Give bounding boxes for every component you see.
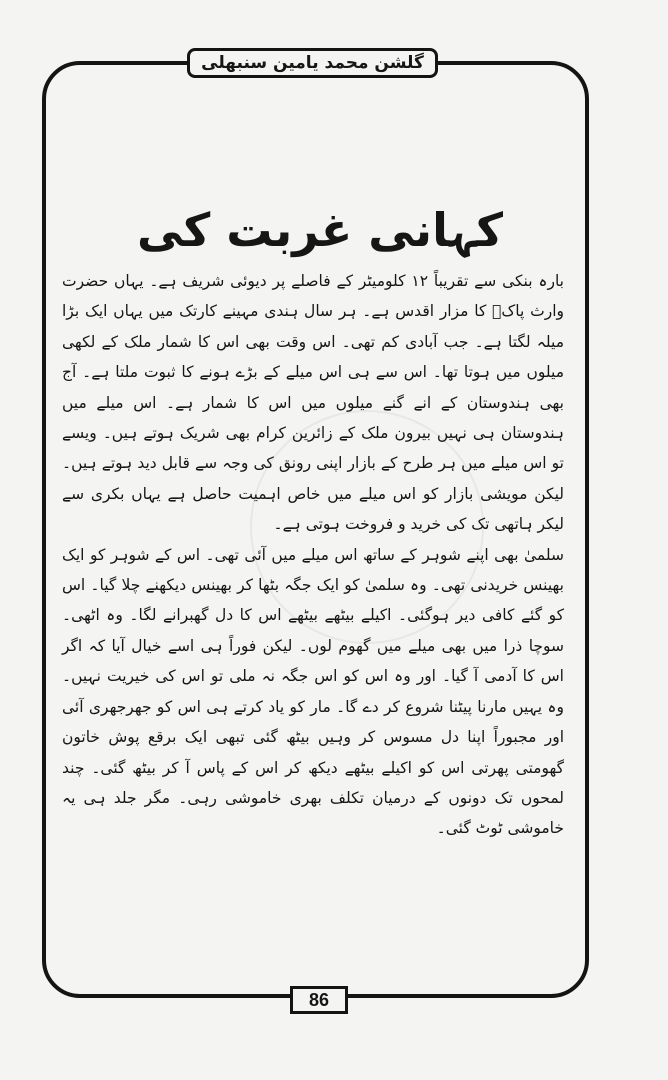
author-header-tab xyxy=(187,48,438,78)
story-paragraph-1: بارہ بنکی سے تقریباً ۱۲ کلومیٹر کے فاصلے پر دیوئی شریف ہے۔ یہاں حضرت وارث پاکؒ کا مزار اقدس ہے۔ ہر سال ہندی مہینے کارتک میں یہاں ایک بڑا میلہ لگتا ہے۔ جب آبادی کم تھی۔ اس وقت بھی اس کا شمار ملک کے لکھی میلوں میں ہوتا تھا۔ اس سے ہی اس میلے کے بڑے ہونے کا ثبوت ملتا ہے۔ آج بھی ہندوستان کے انے گنے میلوں میں اس کا شمار ہے۔ اس میلے میں ہندوستان ہی نہیں بیرون ملک کے زائرین کرام بھی شریک ہوتے ہیں۔ ویسے تو اس میلے میں ہر طرح کے بازار اپنی رونق کی وجہ سے قابل دید ہوتے ہیں۔ لیکن مویشی بازار کو اس میلے میں خاص اہمیت حاصل ہے یہاں بکری سے لیکر ہاتھی تک کی خرید و فروخت ہوتی ہے۔ xyxy=(62,272,564,534)
story-paragraph-2: سلمیٰ بھی اپنے شوہر کے ساتھ اس میلے میں آئی تھی۔ اس کے شوہر کو ایک بھینس خریدنی تھی۔ وہ سلمیٰ کو ایک جگہ بٹھا کر بھینس دیکھنے چلا گیا۔ اس کو گئے کافی دیر ہوگئی۔ اکیلے بیٹھے بیٹھے اس کا دل گھبرانے لگا۔ وہ اٹھی۔ سوچا ذرا میں بھی میلے میں گھوم لوں۔ لیکن فوراً ہی اسے خیال آیا کہ اگر اس کا آدمی آ گیا۔ اور وہ اس کو اس جگہ نہ ملی تو اس کی خیریت نہیں۔ وہ یہیں مارنا پیٹنا شروع کر دے گا۔ مار کو یاد کرتے ہی اس کو جھرجھری آئی اور مجبوراً اپنا دل مسوس کر وہیں بیٹھ گئی تبھی ایک برقع پوش خاتون گھومتی پھرتی اس کو اکیلے بیٹھے دیکھ کر اس کے پاس آ کر بیٹھ گئی۔ چند لمحوں تک دونوں کے درمیان تکلف بھری خاموشی رہی۔ مگر جلد ہی یہ خاموشی ٹوٹ گئی۔ xyxy=(62,545,564,838)
story-body xyxy=(62,266,564,986)
page-number: 86 xyxy=(308,989,330,1010)
page-number-box xyxy=(290,986,348,1014)
story-title: کہانی غربت کی xyxy=(136,203,504,257)
author-name: گلشن محمد یامین سنبھلی xyxy=(201,53,424,73)
